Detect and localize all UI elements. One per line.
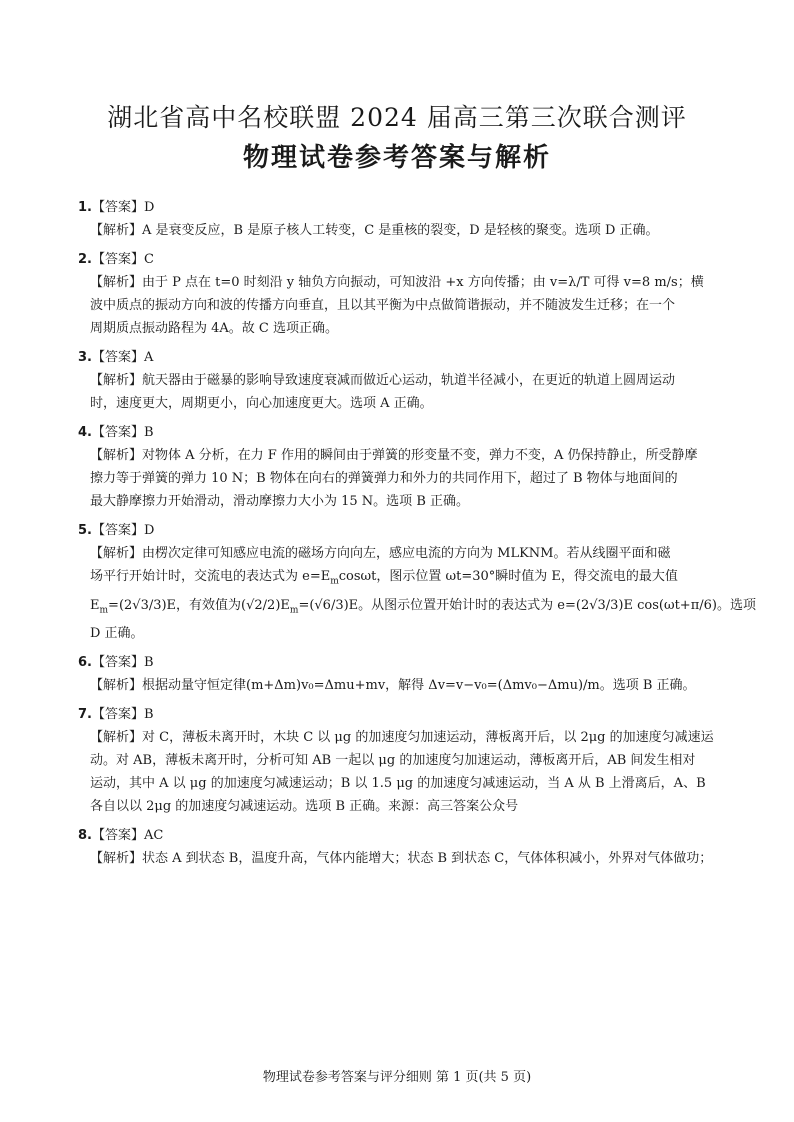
question-5 xyxy=(78,519,756,645)
analysis-line: D 正确。 xyxy=(90,626,144,642)
exam-title: 湖北省高中名校联盟 2024 届高三第三次联合测评 xyxy=(107,103,687,132)
answer-text: 【答案】C xyxy=(91,252,154,267)
analysis-line: 【解析】状态 A 到状态 B，温度升高，气体内能增大；状态 B 到状态 C，气体体积减小，外界对气体做功； xyxy=(90,851,713,867)
analysis-line: 周期质点振动路程为 4A。故 C 选项正确。 xyxy=(90,321,339,336)
question-2 xyxy=(78,248,728,340)
analysis-line: 运动，其中 A 以 μg 的加速度匀减速运动；B 以 1.5 μg 的加速度匀减速运动，当 A 从 B 上滑离后，A、B xyxy=(90,776,706,792)
analysis-line: $E_m=(2√3/3)E$，有效值为$(√2/2)E_m=(√6/3)E$。从图示位置开始计时的表达式为 e=(2√3/3)E cos(ωt+π/6)。选项 xyxy=(90,597,756,616)
answer-text: 【答案】B xyxy=(91,707,154,723)
question-8 xyxy=(78,824,728,870)
analysis-line: 时，速度更大，周期更小，向心加速度更大。选项 A 正确。 xyxy=(90,396,433,411)
question-7 xyxy=(78,703,728,818)
question-number: 7. xyxy=(78,707,92,723)
question-number: 8. xyxy=(78,828,92,844)
page-footer: 物理试卷参考答案与评分细则 第 1 页(共 5 页) xyxy=(262,1070,532,1085)
question-number: 1. xyxy=(78,200,92,215)
answer-text: 【答案】D xyxy=(91,200,155,215)
answer-text: 【答案】B xyxy=(91,655,154,671)
analysis-line: 波中质点的振动方向和波的传播方向垂直，且以其平衡为中点做简谐振动，并不随波发生迁移；在一个 xyxy=(90,298,676,313)
analysis-line: 【解析】A 是衰变反应，B 是原子核人工转变，C 是重核的裂变，D 是轻核的聚变。选项 D 正确。 xyxy=(90,223,659,238)
analysis-line: 动。对 AB，薄板未离开时，分析可知 AB 一起以 μg 的加速度匀加速运动，薄板离开后，AB 间发生相对 xyxy=(90,753,696,769)
answer-text: 【答案】B xyxy=(91,425,154,440)
question-6 xyxy=(78,651,728,697)
analysis-line: 【解析】对 C，薄板未离开时，木块 C 以 μg 的加速度匀加速运动，薄板离开后，以 2μg 的加速度匀减速运 xyxy=(90,730,714,746)
question-number: 3. xyxy=(78,350,92,365)
analysis-line: 场平行开始计时，交流电的表达式为 $e=E_m\cos\omega t$，图示位置 ωt=30°瞬时值为 E，得交流电的最大值 xyxy=(90,569,678,587)
analysis-line: 最大静摩擦力开始滑动，滑动摩擦力大小为 15 N。选项 B 正确。 xyxy=(90,494,469,509)
answer-text: 【答案】D xyxy=(91,523,155,538)
question-1 xyxy=(78,196,728,242)
document-subtitle: 物理试卷参考答案与解析 xyxy=(242,143,551,173)
question-number: 4. xyxy=(78,425,92,440)
question-4 xyxy=(78,421,728,513)
analysis-line: 【解析】航天器由于磁暴的影响导致速度衰减而做近心运动，轨道半径减小，在更近的轨道上圆周运动 xyxy=(90,373,676,388)
question-number: 5. xyxy=(78,523,92,538)
analysis-line: 【解析】由楞次定律可知感应电流的磁场方向向左，感应电流的方向为 MLKNM。若从线圈平面和磁 xyxy=(90,546,671,561)
answer-text: 【答案】A xyxy=(91,350,154,365)
analysis-line: 各自以以 2μg 的加速度匀减速运动。选项 B 正确。来源：高三答案公众号 xyxy=(90,799,519,815)
answer-list xyxy=(78,196,756,876)
question-3 xyxy=(78,346,728,415)
analysis-line: 【解析】对物体 A 分析，在力 F 作用的瞬间由于弹簧的形变量不变，弹力不变，A 仍保持静止，所受静摩 xyxy=(90,448,698,463)
analysis-line: 【解析】由于 P 点在 t=0 时刻沿 y 轴负方向振动，可知波沿 +x 方向传播；由 v=λ/T 可得 v=8 m/s；横 xyxy=(90,275,704,290)
analysis-line: 【解析】根据动量守恒定律(m+Δm)v₀=Δmu+mv，解得 Δv=v−v₀=(Δmv₀−Δmu)/m。选项 B 正确。 xyxy=(90,678,696,694)
question-number: 6. xyxy=(78,655,92,671)
question-number: 2. xyxy=(78,252,92,267)
analysis-line: 擦力等于弹簧的弹力 10 N；B 物体在向右的弹簧弹力和外力的共同作用下，超过了 B 物体与地面间的 xyxy=(90,471,678,486)
answer-text: 【答案】AC xyxy=(91,828,164,844)
